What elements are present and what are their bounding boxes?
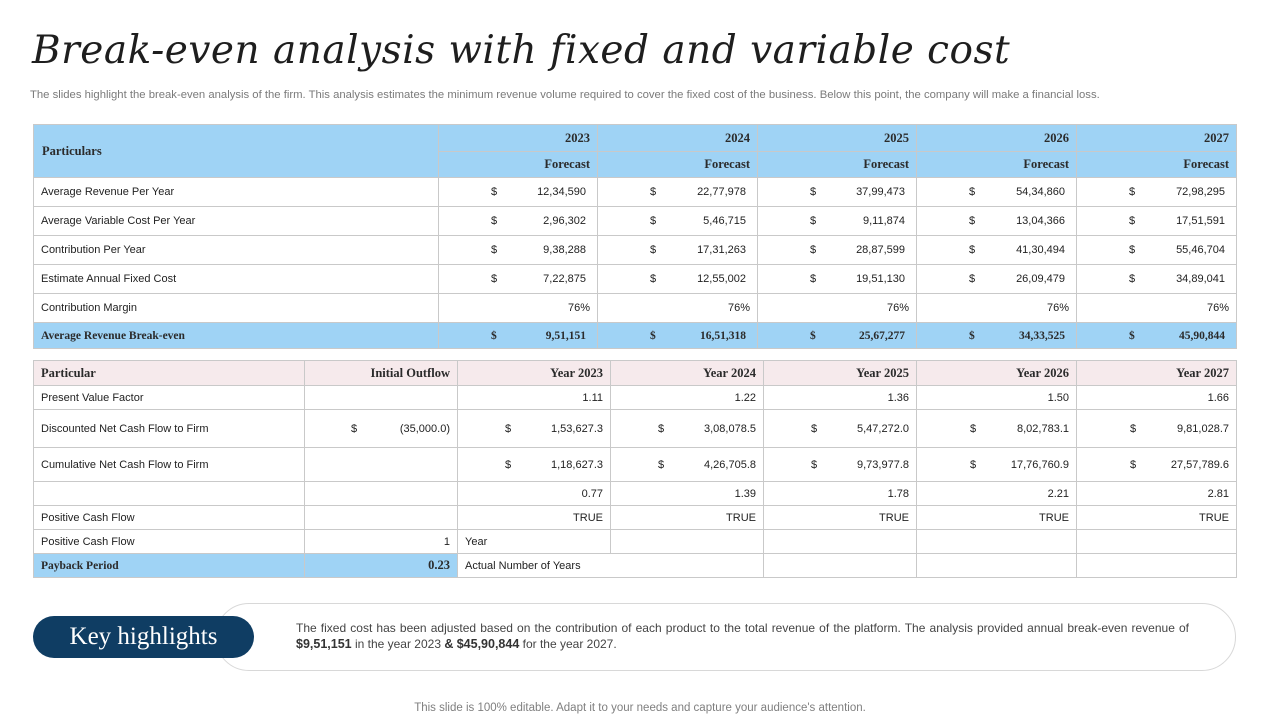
value: 9,11,874	[862, 215, 905, 227]
unit-cell: Year	[458, 530, 611, 554]
value: 5,47,272.0	[857, 422, 909, 435]
row-label: Payback Period	[34, 554, 305, 578]
value: 28,87,599	[856, 244, 905, 256]
value: 34,33,525	[1019, 329, 1065, 342]
year-header: 2023	[439, 125, 598, 152]
highlight-ampersand: &	[444, 637, 454, 651]
value: 5,46,715	[703, 215, 746, 227]
row-label: Estimate Annual Fixed Cost	[34, 265, 439, 294]
highlights-text-part: for the year 2027.	[519, 637, 617, 651]
table-row	[34, 178, 1237, 207]
forecast-header: Forecast	[1077, 152, 1237, 178]
empty-cell	[305, 448, 458, 482]
margin-cell: 76%	[598, 294, 758, 323]
value: 1,53,627.3	[551, 422, 603, 435]
column-header: Particular	[34, 361, 305, 386]
row-label: Positive Cash Flow	[34, 530, 305, 554]
money-cell	[758, 178, 917, 207]
money-cell	[758, 265, 917, 294]
value: 4,26,705.8	[704, 458, 756, 471]
currency-symbol: $	[1130, 422, 1137, 435]
row-label: Cumulative Net Cash Flow to Firm	[34, 448, 305, 482]
value-cell: TRUE	[458, 506, 611, 530]
value-cell: 1.36	[764, 386, 917, 410]
table-row	[34, 294, 1237, 323]
currency-symbol: $	[969, 244, 976, 256]
column-header: Year 2024	[611, 361, 764, 386]
forecast-header: Forecast	[917, 152, 1077, 178]
row-label: Average Revenue Per Year	[34, 178, 439, 207]
value-cell: 1.39	[611, 482, 764, 506]
empty-cell	[305, 482, 458, 506]
empty-cell	[917, 554, 1077, 578]
currency-symbol: $	[650, 215, 657, 227]
currency-symbol: $	[650, 273, 657, 285]
table-row	[34, 236, 1237, 265]
money-cell	[917, 236, 1077, 265]
value: 27,57,789.6	[1170, 458, 1229, 471]
empty-cell	[34, 482, 305, 506]
value-cell: TRUE	[611, 506, 764, 530]
value: 1,18,627.3	[551, 458, 603, 471]
value-cell: 2.21	[917, 482, 1077, 506]
highlights-text-part: The fixed cost has been adjusted based on the contribution of each product to the total revenue of the platform. The analysis provided annual break-even revenue of	[296, 621, 1189, 635]
currency-symbol: $	[970, 422, 977, 435]
currency-symbol: $	[351, 422, 358, 435]
row-label: Discounted Net Cash Flow to Firm	[34, 410, 305, 448]
currency-symbol: $	[969, 186, 976, 198]
money-cell	[1077, 236, 1237, 265]
year-header: 2024	[598, 125, 758, 152]
value-cell: TRUE	[917, 506, 1077, 530]
currency-symbol: $	[811, 458, 818, 471]
payback-period-row	[34, 554, 1237, 578]
table2-header-row	[34, 361, 1237, 386]
money-cell	[598, 207, 758, 236]
value: 17,31,263	[697, 244, 746, 256]
table-row	[34, 506, 1237, 530]
value: 13,04,366	[1016, 215, 1065, 227]
column-header: Year 2025	[764, 361, 917, 386]
value: 41,30,494	[1016, 244, 1065, 256]
money-cell	[598, 265, 758, 294]
row-label: Present Value Factor	[34, 386, 305, 410]
money-cell	[917, 207, 1077, 236]
empty-cell	[305, 506, 458, 530]
value: 17,51,591	[1176, 215, 1225, 227]
value-cell: 1.50	[917, 386, 1077, 410]
page-subtitle: The slides highlight the break-even analysis of the firm. This analysis estimates the minimum revenue volume required to cover the fixed cost of the business. Below this point, the company will make a financial loss.	[30, 89, 1100, 101]
highlight-value: $9,51,151	[296, 637, 352, 651]
value-cell: 2.81	[1077, 482, 1237, 506]
currency-symbol: $	[969, 273, 976, 285]
margin-cell: 76%	[1077, 294, 1237, 323]
currency-symbol: $	[810, 244, 817, 256]
value: 9,51,151	[545, 329, 586, 342]
key-highlights-label: Key highlights	[33, 616, 254, 658]
currency-symbol: $	[810, 329, 816, 342]
currency-symbol: $	[1129, 186, 1136, 198]
value: 9,73,977.8	[857, 458, 909, 471]
empty-cell	[764, 554, 917, 578]
margin-cell: 76%	[439, 294, 598, 323]
value-cell: 1.78	[764, 482, 917, 506]
break-even-total-row	[34, 323, 1237, 349]
value-cell: 0.23	[305, 554, 458, 578]
forecast-header: Forecast	[439, 152, 598, 178]
table-row	[34, 265, 1237, 294]
margin-cell: 76%	[917, 294, 1077, 323]
currency-symbol: $	[650, 244, 657, 256]
value-cell: 1.66	[1077, 386, 1237, 410]
currency-symbol: $	[658, 458, 665, 471]
table-row	[34, 530, 1237, 554]
currency-symbol: $	[810, 273, 817, 285]
currency-symbol: $	[491, 244, 498, 256]
note-cell: Actual Number of Years	[458, 554, 764, 578]
currency-symbol: $	[505, 458, 512, 471]
value: 12,34,590	[537, 186, 586, 198]
value-cell: 1.22	[611, 386, 764, 410]
value: (35,000.0)	[399, 422, 450, 435]
page-title: Break-even analysis with fixed and variable cost	[32, 28, 1011, 73]
money-cell	[439, 207, 598, 236]
empty-cell	[1077, 554, 1237, 578]
currency-symbol: $	[1129, 215, 1136, 227]
money-cell	[598, 236, 758, 265]
currency-symbol: $	[658, 422, 665, 435]
forecast-header: Forecast	[598, 152, 758, 178]
currency-symbol: $	[1129, 329, 1135, 342]
value: 26,09,479	[1016, 273, 1065, 285]
money-cell	[917, 265, 1077, 294]
break-even-table	[33, 124, 1237, 349]
value-cell: TRUE	[764, 506, 917, 530]
money-cell	[439, 178, 598, 207]
value: 25,67,277	[859, 329, 905, 342]
money-cell	[917, 178, 1077, 207]
row-label: Contribution Margin	[34, 294, 439, 323]
table1-year-header-row	[34, 125, 1237, 152]
row-label: Positive Cash Flow	[34, 506, 305, 530]
money-cell	[1077, 207, 1237, 236]
empty-cell	[611, 530, 764, 554]
table-row	[34, 482, 1237, 506]
year-header: 2026	[917, 125, 1077, 152]
value: 19,51,130	[856, 273, 905, 285]
year-header: 2027	[1077, 125, 1237, 152]
empty-cell	[305, 386, 458, 410]
value: 9,81,028.7	[1177, 422, 1229, 435]
value: 16,51,318	[700, 329, 746, 342]
currency-symbol: $	[491, 329, 497, 342]
table-row	[34, 207, 1237, 236]
forecast-header: Forecast	[758, 152, 917, 178]
money-cell	[1077, 178, 1237, 207]
particulars-header: Particulars	[34, 125, 439, 178]
highlight-value: $45,90,844	[456, 637, 520, 651]
value-cell: 1.11	[458, 386, 611, 410]
column-header: Year 2027	[1077, 361, 1237, 386]
currency-symbol: $	[650, 186, 657, 198]
currency-symbol: $	[491, 273, 498, 285]
row-label: Average Variable Cost Per Year	[34, 207, 439, 236]
currency-symbol: $	[1129, 244, 1136, 256]
currency-symbol: $	[810, 215, 817, 227]
currency-symbol: $	[1130, 458, 1137, 471]
currency-symbol: $	[505, 422, 512, 435]
currency-symbol: $	[491, 186, 498, 198]
year-header: 2025	[758, 125, 917, 152]
table-row	[34, 448, 1237, 482]
value: 17,76,760.9	[1010, 458, 1069, 471]
empty-cell	[764, 530, 917, 554]
highlights-text	[296, 620, 1189, 652]
value: 34,89,041	[1176, 273, 1225, 285]
value: 54,34,860	[1016, 186, 1065, 198]
value-cell: TRUE	[1077, 506, 1237, 530]
value: 8,02,783.1	[1017, 422, 1069, 435]
value: 7,22,875	[543, 273, 586, 285]
currency-symbol: $	[969, 215, 976, 227]
currency-symbol: $	[810, 186, 817, 198]
footer-note: This slide is 100% editable. Adapt it to your needs and capture your audience's attention.	[414, 702, 866, 714]
value: 12,55,002	[697, 273, 746, 285]
value: 9,38,288	[543, 244, 586, 256]
value: 37,99,473	[856, 186, 905, 198]
value: 3,08,078.5	[704, 422, 756, 435]
empty-cell	[1077, 530, 1237, 554]
row-label: Contribution Per Year	[34, 236, 439, 265]
row-label: Average Revenue Break-even	[34, 323, 439, 349]
currency-symbol: $	[969, 329, 975, 342]
money-cell	[758, 236, 917, 265]
money-cell	[439, 236, 598, 265]
money-cell	[1077, 265, 1237, 294]
value-cell: 1	[305, 530, 458, 554]
money-cell	[758, 207, 917, 236]
margin-cell: 76%	[758, 294, 917, 323]
value: 22,77,978	[697, 186, 746, 198]
highlights-text-part: in the year 2023	[351, 637, 445, 651]
table-row	[34, 386, 1237, 410]
currency-symbol: $	[491, 215, 498, 227]
value: 72,98,295	[1176, 186, 1225, 198]
currency-symbol: $	[1129, 273, 1136, 285]
money-cell	[439, 265, 598, 294]
column-header: Year 2026	[917, 361, 1077, 386]
value: 55,46,704	[1176, 244, 1225, 256]
value: 2,96,302	[543, 215, 586, 227]
value: 45,90,844	[1179, 329, 1225, 342]
cash-flow-table	[33, 360, 1237, 578]
value-cell: 0.77	[458, 482, 611, 506]
currency-symbol: $	[811, 422, 818, 435]
table-row	[34, 410, 1237, 448]
column-header: Initial Outflow	[305, 361, 458, 386]
money-cell	[598, 178, 758, 207]
currency-symbol: $	[970, 458, 977, 471]
column-header: Year 2023	[458, 361, 611, 386]
currency-symbol: $	[650, 329, 656, 342]
empty-cell	[917, 530, 1077, 554]
